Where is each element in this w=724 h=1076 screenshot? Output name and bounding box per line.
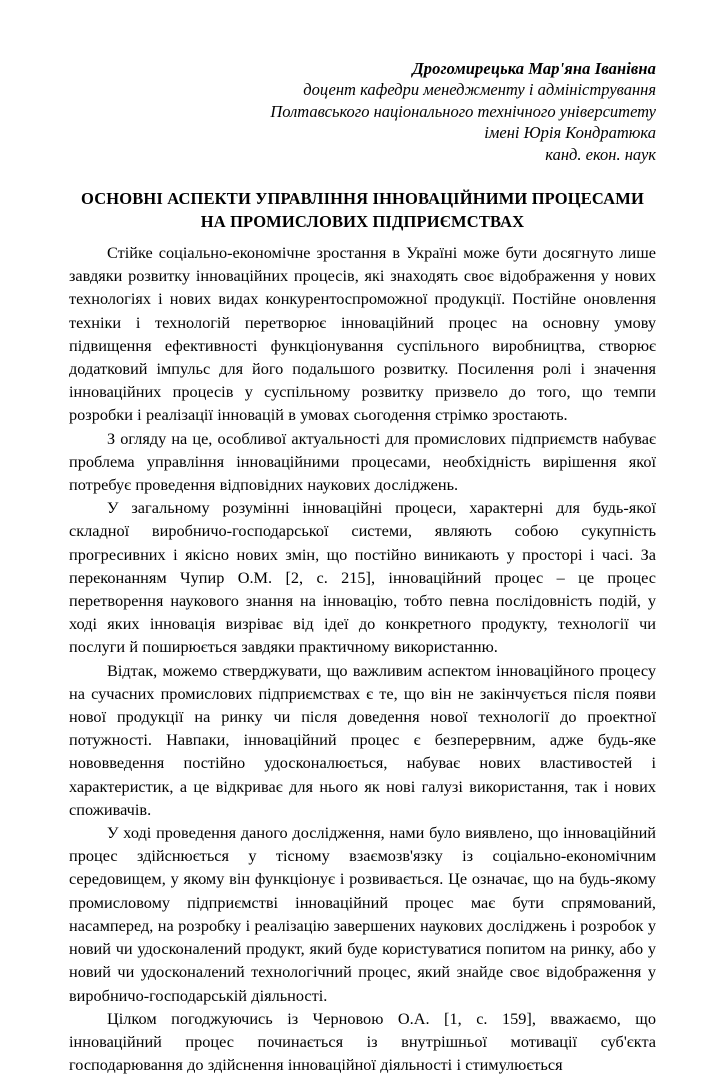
affiliation-line-3: імені Юрія Кондратюка: [484, 123, 656, 142]
body-text: [69, 241, 656, 1076]
body-paragraph: Відтак, можемо стверджувати, що важливим аспектом інноваційного процесу на сучасних промислових підприємствах є те, що він не закінчується після появи нової продукції на ринку чи після доведення нової технології до проектної потужності. Навпаки, інноваційний процес є безперервним, адже будь-яке нововведення постійно удосконалюється, набуває нових властивостей і характеристик, а це відкриває для нього як нові галузі використання, так і нових споживачів.: [69, 660, 656, 819]
body-paragraph: Стійке соціально-економічне зростання в Україні може бути досягнуто лише завдяки розвитку інноваційних процесів, які знаходять своє відображення у нових технологіях і нових видах конкурентоспроможної продукції. Постійне оновлення техніки і технологій перетворює інноваційний процес на основну умову підвищення ефективності функціонування суспільного виробництва, створює додатковий імпульс для його подальшого розвитку. Посилення ролі і значення інноваційних процесів у суспільному розвитку призвело до того, що темпи розробки і реалізації інновацій в умовах сьогодення стрімко зростають.: [69, 243, 656, 425]
author-affiliation-block: [69, 58, 656, 165]
body-paragraph: Цілком погоджуючись із Черновою О.А. [1, с. 159], вважаємо, що інноваційний процес починається із внутрішньої мотивації суб'єкта господарювання до здійснення інноваційної діяльності і стимулюється: [69, 1008, 656, 1075]
title-line-1: ОСНОВНІ АСПЕКТИ УПРАВЛІННЯ ІННОВАЦІЙНИМИ ПРОЦЕСАМИ: [81, 189, 644, 208]
body-paragraph: З огляду на це, особливої актуальності для промислових підприємств набуває проблема управління інноваційними процесами, необхідність вирішення якої потребує проведення відповідних наукових досліджень.: [69, 428, 656, 495]
affiliation-line-2: Полтавського національного технічного університету: [270, 101, 656, 121]
page-content: [69, 58, 656, 1076]
author-name: Дрогомирецька Мар'яна Іванівна: [412, 59, 656, 78]
title-line-2: НА ПРОМИСЛОВИХ ПІДПРИЄМСТВАХ: [200, 212, 525, 231]
body-paragraph: У загальному розумінні інноваційні процеси, характерні для будь-якої складної виробничо-господарської системи, являють собою сукупність прогресивних і якісно нових змін, що постійно виникають у просторі і часі. За переконанням Чупир О.М. [2, с. 215], інноваційний процес – це процес перетворення наукового знання на інновацію, тобто певна послідовність подій, у ході яких інновація визріває від ідеї до конкретного продукту, технології чи послуги й поширюється завдяки практичному використанню.: [69, 498, 656, 657]
affiliation-line-4: канд. екон. наук: [545, 144, 656, 164]
page-title: [69, 187, 656, 233]
body-paragraph: У ході проведення даного дослідження, нами було виявлено, що інноваційний процес здійснюється у тісному взаємозв'язку із соціально-економічним середовищем, у якому він функціонує і розвивається. Це означає, що на будь-якому промисловому підприємстві інноваційний процес має бути спрямований, насамперед, на розробку і реалізацію завершених наукових досліджень і розробок у новий чи удосконалений продукт, який буде користуватися попитом на ринку, або у новий чи удосконалений технологічний процес, який знайде своє відображення у виробничо-господарській діяльності.: [69, 823, 656, 1005]
affiliation-line-1: доцент кафедри менеджменту і адміністрування: [303, 80, 656, 99]
